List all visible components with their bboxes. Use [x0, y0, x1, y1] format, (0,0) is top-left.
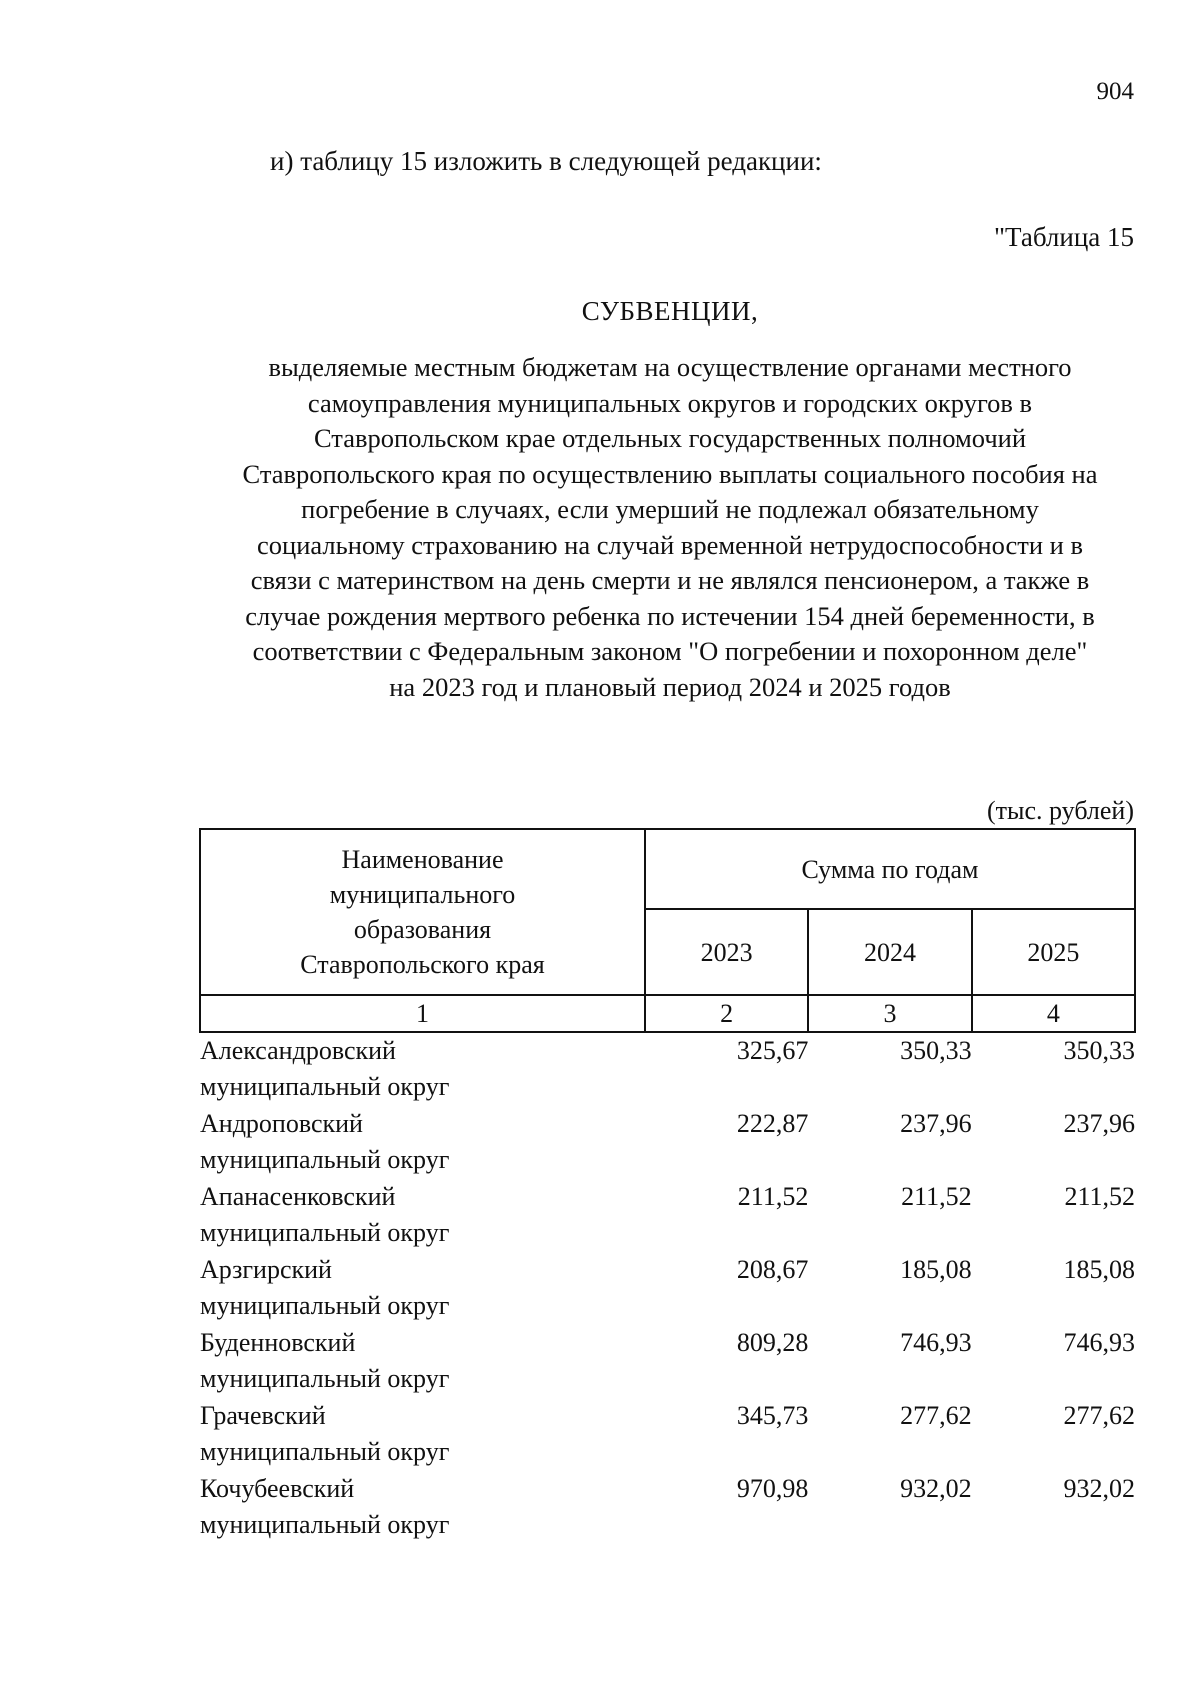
value-2025: 277,62 — [1063, 1401, 1135, 1430]
municipality-name — [200, 1252, 645, 1325]
table-label: "Таблица 15 — [994, 222, 1134, 252]
municipality-name-line: Грачевский — [200, 1401, 326, 1430]
municipality-name-line: муниципальный округ — [200, 1437, 450, 1466]
header-name-line: Ставропольского края — [300, 950, 545, 979]
table-row — [200, 1398, 1135, 1471]
municipality-name-line: муниципальный округ — [200, 1364, 450, 1393]
value-2023: 345,73 — [736, 1401, 809, 1430]
table-row — [200, 1032, 1135, 1106]
municipality-name-line: муниципальный округ — [200, 1510, 450, 1539]
value-2024: 746,93 — [900, 1328, 972, 1357]
value-2023: 809,28 — [736, 1328, 809, 1357]
municipality-name — [200, 1471, 645, 1544]
municipality-name-line: муниципальный округ — [200, 1218, 450, 1247]
subtitle-line: связи с материнством на день смерти и не являлся пенсионером, а также в — [250, 565, 1090, 595]
municipality-name — [200, 1032, 645, 1106]
municipality-name-line: Кочубеевский — [200, 1474, 355, 1503]
municipality-name-line: Андроповский — [200, 1109, 363, 1138]
value-2025: 237,96 — [1063, 1109, 1135, 1138]
municipality-name-line: муниципальный округ — [200, 1145, 450, 1174]
header-year-2024: 2024 — [808, 909, 971, 995]
value-2024: 932,02 — [900, 1474, 972, 1503]
value-2023: 222,87 — [736, 1109, 809, 1138]
value-2024: 237,96 — [900, 1109, 972, 1138]
municipality-name-line: Арзгирский — [200, 1255, 332, 1284]
table-row — [200, 1106, 1135, 1179]
value-2023: 208,67 — [736, 1255, 809, 1284]
subtitle-line: соответствии с Федеральным законом "О погребении и похоронном деле" — [252, 636, 1088, 666]
municipality-name-line: Александровский — [200, 1036, 396, 1065]
subtitle-line: социальному страхованию на случай временной нетрудоспособности и в — [257, 529, 1083, 560]
subtitle-line: погребение в случаях, если умерший не подлежал обязательному — [301, 494, 1039, 524]
table-row — [200, 1252, 1135, 1325]
header-municipality — [200, 829, 645, 995]
intro-text: и) таблицу 15 изложить в следующей редакции: — [270, 146, 822, 176]
value-2025: 211,52 — [1064, 1182, 1135, 1211]
value-2025: 746,93 — [1063, 1328, 1135, 1357]
municipality-name-line: Апанасенковский — [200, 1182, 396, 1211]
value-2024: 185,08 — [900, 1255, 972, 1284]
header-year-2023: 2023 — [645, 909, 808, 995]
value-2024: 211,52 — [901, 1182, 972, 1211]
header-name-line: муниципального — [329, 880, 516, 909]
value-2025: 350,33 — [1063, 1036, 1135, 1065]
value-2024: 350,33 — [900, 1036, 972, 1065]
column-number: 2 — [645, 995, 808, 1032]
municipality-name-line: Буденновский — [200, 1328, 356, 1357]
column-number: 4 — [972, 995, 1135, 1032]
subtitle-line: выделяемые местным бюджетам на осуществление органами местного — [268, 352, 1072, 382]
value-2023: 970,98 — [736, 1474, 809, 1503]
column-number: 3 — [808, 995, 971, 1032]
table-row — [200, 1179, 1135, 1252]
municipality-name — [200, 1398, 645, 1471]
value-2023: 325,67 — [736, 1036, 809, 1065]
table-row — [200, 1471, 1135, 1544]
document-title: СУБВЕНЦИИ, — [581, 296, 759, 326]
header-year-2025: 2025 — [972, 909, 1135, 995]
subsidies-table — [199, 828, 1136, 1544]
column-number: 1 — [200, 995, 645, 1032]
document-subtitle — [190, 350, 1150, 705]
units-label: (тыс. рублей) — [986, 796, 1134, 825]
subtitle-line: самоуправления муниципальных округов и городских округов в — [307, 387, 1033, 418]
page-number: 904 — [1096, 78, 1134, 105]
header-sum-by-years: Сумма по годам — [645, 829, 1135, 909]
subtitle-line: Ставропольском крае отдельных государственных полномочий — [313, 423, 1027, 453]
municipality-name — [200, 1179, 645, 1252]
value-2025: 185,08 — [1063, 1255, 1135, 1284]
table-row — [200, 1325, 1135, 1398]
value-2024: 277,62 — [900, 1401, 972, 1430]
header-name-line: Наименование — [341, 845, 504, 874]
value-2025: 932,02 — [1063, 1474, 1135, 1503]
municipality-name-line: муниципальный округ — [200, 1072, 450, 1101]
municipality-name — [200, 1325, 645, 1398]
header-name-line: образования — [353, 915, 492, 944]
value-2023: 211,52 — [737, 1182, 809, 1211]
municipality-name-line: муниципальный округ — [200, 1291, 450, 1320]
subtitle-line: на 2023 год и плановый период 2024 и 2025 годов — [389, 671, 951, 702]
municipality-name — [200, 1106, 645, 1179]
subtitle-line: Ставропольского края по осуществлению выплаты социального пособия на — [242, 458, 1098, 489]
subtitle-line: случае рождения мертвого ребенка по истечении 154 дней беременности, в — [245, 600, 1095, 631]
